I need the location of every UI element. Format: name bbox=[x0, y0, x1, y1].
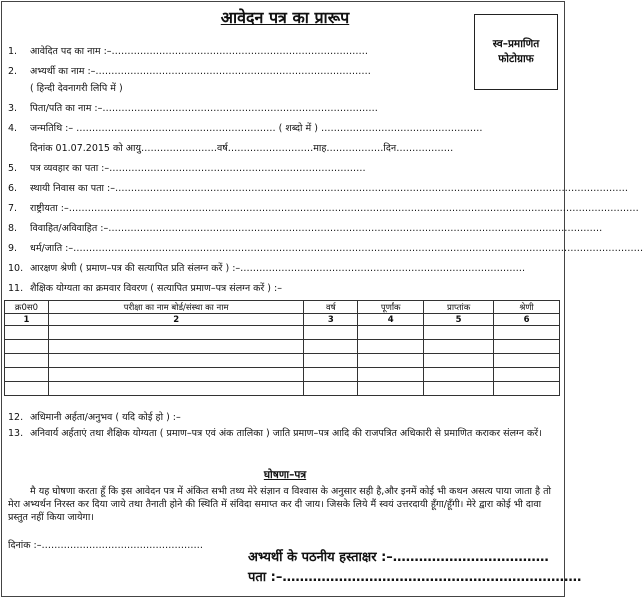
field-number: 7. bbox=[8, 203, 18, 214]
field-number: 4. bbox=[8, 123, 18, 134]
col-number: 5 bbox=[424, 314, 494, 326]
field-mandatory-docs bbox=[8, 427, 556, 440]
header-max-marks: पूर्णांक bbox=[358, 301, 424, 314]
declaration-text: मै यह घोषणा करता हूँ कि इस आवेदन पत्र में अंकित सभी तथ्य मेरे संज्ञान व विश्वास के अनुसार सही है,और इनमें कोई भी कथन असत्य पाया जाता है तो मेरा अभ्यर्थन निरस्त कर दिया जाये तथा तैनाती होने की स्थिति में संविदा समाप्त कर दी जाय। जिसके लिये मैं स्वयं उत्तरदायी हूँगा/हूँगी। मेरे द्वारा कोई भी दावा प्रस्तुत नहीं किया जायेगा। bbox=[8, 486, 551, 523]
table-row bbox=[5, 354, 560, 368]
header-serial: क्र0स0 bbox=[5, 301, 49, 314]
field-text: जन्मतिथि :– ……………………………………………………… ( शब्दो में ) …………………………………………… bbox=[30, 123, 483, 134]
col-number: 4 bbox=[358, 314, 424, 326]
field-number: 8. bbox=[8, 223, 18, 234]
form-title: आवेदन पत्र का प्रारूप bbox=[220, 8, 350, 27]
field-father-husband-name bbox=[8, 101, 378, 114]
field-number: 6. bbox=[8, 183, 18, 194]
field-dob bbox=[8, 121, 482, 134]
field-text: अभ्यर्थी का नाम :–…………………………………………………………………………… bbox=[30, 66, 371, 77]
field-age bbox=[8, 141, 453, 154]
table-row bbox=[5, 340, 560, 354]
field-number: 2. bbox=[8, 66, 18, 77]
field-religion-caste bbox=[8, 241, 643, 254]
field-text: दिनांक 01.07.2015 को आयु……………………वर्ष………………………माह………………दिन……………… bbox=[30, 143, 454, 154]
header-year: वर्ष bbox=[304, 301, 358, 314]
col-number: 6 bbox=[494, 314, 560, 326]
header-exam-board: परीक्षा का नाम बोर्ड/संस्था का नाम bbox=[48, 301, 303, 314]
field-text: पिता/पति का नाम :–…………………………………………………………………………… bbox=[30, 103, 378, 114]
field-text: धर्म/जाति :–……………………………………………………………………………………………………………………………………………………………… bbox=[30, 243, 643, 254]
field-number: 12. bbox=[8, 412, 24, 423]
field-preferential-qualification bbox=[8, 410, 181, 423]
field-post-name bbox=[8, 44, 368, 57]
education-table bbox=[4, 300, 560, 396]
field-text: विवाहित/अविवाहित :–………………………………………………………………………………………………………………………………………… bbox=[30, 223, 603, 234]
field-text: राष्ट्रीयता :–……………………………………………………………………………………………………………………………………………………………… bbox=[30, 203, 639, 214]
signature-field[interactable]: अभ्यर्थी के पठनीय हस्ताक्षर :–……………………………… bbox=[248, 550, 549, 565]
field-reservation-category bbox=[8, 261, 525, 274]
field-nationality bbox=[8, 201, 639, 214]
address-field[interactable]: पता :–…………………………………………………………… bbox=[248, 570, 582, 585]
field-text: ( हिन्दी देवनागरी लिपि में ) bbox=[30, 83, 123, 94]
field-text: अनिवार्य अर्हताएं तथा शैक्षिक योग्यता ( प्रमाण–पत्र एवं अंक तालिका ) जाति प्रमाण–पत्र आदि की राजपत्रित अधिकारी से प्रमाणित कराकर संलग्न करें। bbox=[30, 428, 542, 439]
field-number: 10. bbox=[8, 263, 24, 274]
header-division: श्रेणी bbox=[494, 301, 560, 314]
field-text: शैक्षिक योग्यता का क्रमवार विवरण ( सत्यापित प्रमाण–पत्र संलग्न करें ) :– bbox=[30, 283, 282, 294]
table-header-row bbox=[5, 301, 560, 314]
field-candidate-name bbox=[8, 64, 371, 77]
table-row bbox=[5, 368, 560, 382]
date-field[interactable]: दिनांक :–…………………………………………… bbox=[8, 540, 204, 551]
field-correspondence-address bbox=[8, 161, 366, 174]
field-text: अधिमानी अर्हता/अनुभव ( यदि कोई हो ) :– bbox=[30, 412, 181, 423]
application-form-page bbox=[1, 1, 643, 597]
field-text: आवेदित पद का नाम :–……………………………………………………………………… bbox=[30, 46, 369, 57]
col-number: 3 bbox=[304, 314, 358, 326]
table-number-row bbox=[5, 314, 560, 326]
field-number: 13. bbox=[8, 428, 24, 439]
col-number: 1 bbox=[5, 314, 49, 326]
table-row bbox=[5, 382, 560, 396]
field-number: 9. bbox=[8, 243, 18, 254]
field-number: 11. bbox=[8, 283, 24, 294]
field-number: 1. bbox=[8, 46, 18, 57]
table-row bbox=[5, 326, 560, 340]
field-text: स्थायी निवास का पता :–……………………………………………………………………………………………………………………………………………… bbox=[30, 183, 628, 194]
photo-box bbox=[474, 14, 558, 90]
photo-box-line2: फोटोग्राफ bbox=[498, 53, 534, 65]
col-number: 2 bbox=[48, 314, 303, 326]
field-marital-status bbox=[8, 221, 602, 234]
header-obtained-marks: प्राप्तांक bbox=[424, 301, 494, 314]
field-text: पत्र व्यवहार का पता :–……………………………………………………………………… bbox=[30, 163, 366, 174]
photo-box-line1: स्व–प्रमाणित bbox=[492, 38, 540, 51]
field-number: 3. bbox=[8, 103, 18, 114]
field-permanent-address bbox=[8, 181, 628, 194]
field-devanagari-note bbox=[8, 81, 123, 94]
field-education-heading bbox=[8, 281, 282, 294]
field-text: आरक्षण श्रेणी ( प्रमाण–पत्र की सत्यापित प्रति संलग्न करें ) :–……………………………………………………………………………… bbox=[30, 263, 526, 274]
field-number: 5. bbox=[8, 163, 18, 174]
declaration-heading: घोषणा–पत्र bbox=[263, 469, 307, 481]
